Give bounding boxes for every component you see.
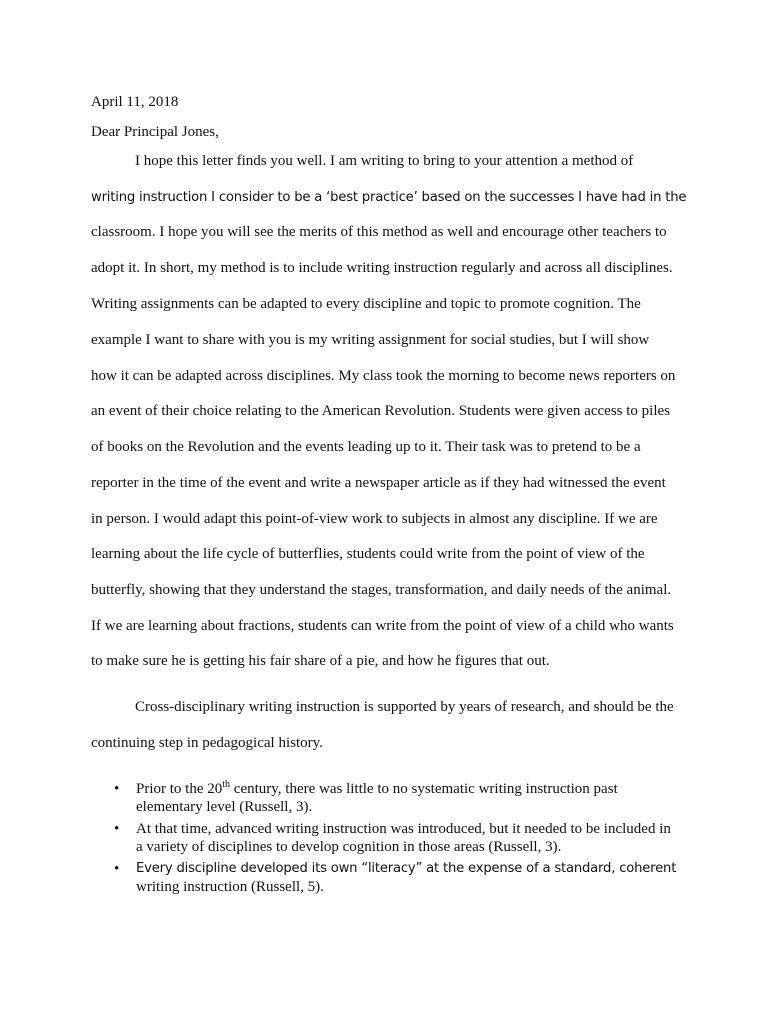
paragraph-line: classroom. I hope you will see the merits of this method as well and encourage other teachers to	[91, 224, 667, 240]
paragraph-line: I hope this letter finds you well. I am writing to bring to your attention a method of	[135, 153, 634, 169]
paragraph-line: Writing assignments can be adapted to every discipline and topic to promote cognition. The	[91, 296, 641, 312]
letter-date: April 11, 2018	[91, 94, 179, 110]
bullet-text: century, there was little to no systematic writing instruction past	[230, 781, 618, 797]
paragraph-line: writing instruction I consider to be a ‘best practice’ based on the successes I have had in the	[91, 190, 687, 205]
paragraph-line: how it can be adapted across disciplines. My class took the morning to become news reporters on	[91, 368, 676, 384]
paragraph-line: reporter in the time of the event and write a newspaper article as if they had witnessed the event	[91, 475, 666, 491]
paragraph-line: example I want to share with you is my writing assignment for social studies, but I will show	[91, 332, 650, 348]
bullet-marker: •	[114, 781, 120, 797]
bullet-text: Prior to the 20	[136, 781, 223, 797]
list-item	[110, 780, 670, 816]
paragraph-line: butterfly, showing that they understand the stages, transformation, and daily needs of the animal.	[91, 582, 672, 598]
list-item	[110, 860, 677, 896]
bullet-text: writing instruction (Russell, 5).	[136, 879, 324, 895]
bullet-text: At that time, advanced writing instruction was introduced, but it needed to be included in	[136, 821, 671, 837]
paragraph-line: continuing step in pedagogical history.	[91, 735, 323, 751]
paragraph-line: an event of their choice relating to the American Revolution. Students were given access to piles	[91, 403, 670, 419]
bullet-text: elementary level (Russell, 3).	[136, 799, 313, 815]
list-item	[110, 820, 670, 856]
bullet-marker: •	[114, 861, 120, 877]
paragraph-line: adopt it. In short, my method is to include writing instruction regularly and across all disciplines.	[91, 260, 673, 276]
paragraph-line: If we are learning about fractions, students can write from the point of view of a child who wants	[91, 618, 674, 634]
bullet-text: Every discipline developed its own “literacy” at the expense of a standard, coherent	[136, 861, 677, 876]
bullet-text: a variety of disciplines to develop cognition in those areas (Russell, 3).	[136, 839, 562, 855]
paragraph-line: Cross-disciplinary writing instruction is supported by years of research, and should be the	[135, 699, 674, 715]
bullet-marker: •	[114, 821, 120, 837]
superscript: th	[222, 779, 231, 790]
paragraph-line: in person. I would adapt this point-of-view work to subjects in almost any discipline. If we are	[91, 511, 658, 527]
paragraph-line: to make sure he is getting his fair share of a pie, and how he figures that out.	[91, 653, 550, 669]
bullet-list	[110, 779, 677, 896]
paragraph-line: of books on the Revolution and the events leading up to it. Their task was to pretend to be a	[91, 439, 641, 455]
paragraph-line: learning about the life cycle of butterflies, students could write from the point of view of the	[91, 546, 645, 562]
salutation: Dear Principal Jones,	[91, 124, 219, 140]
